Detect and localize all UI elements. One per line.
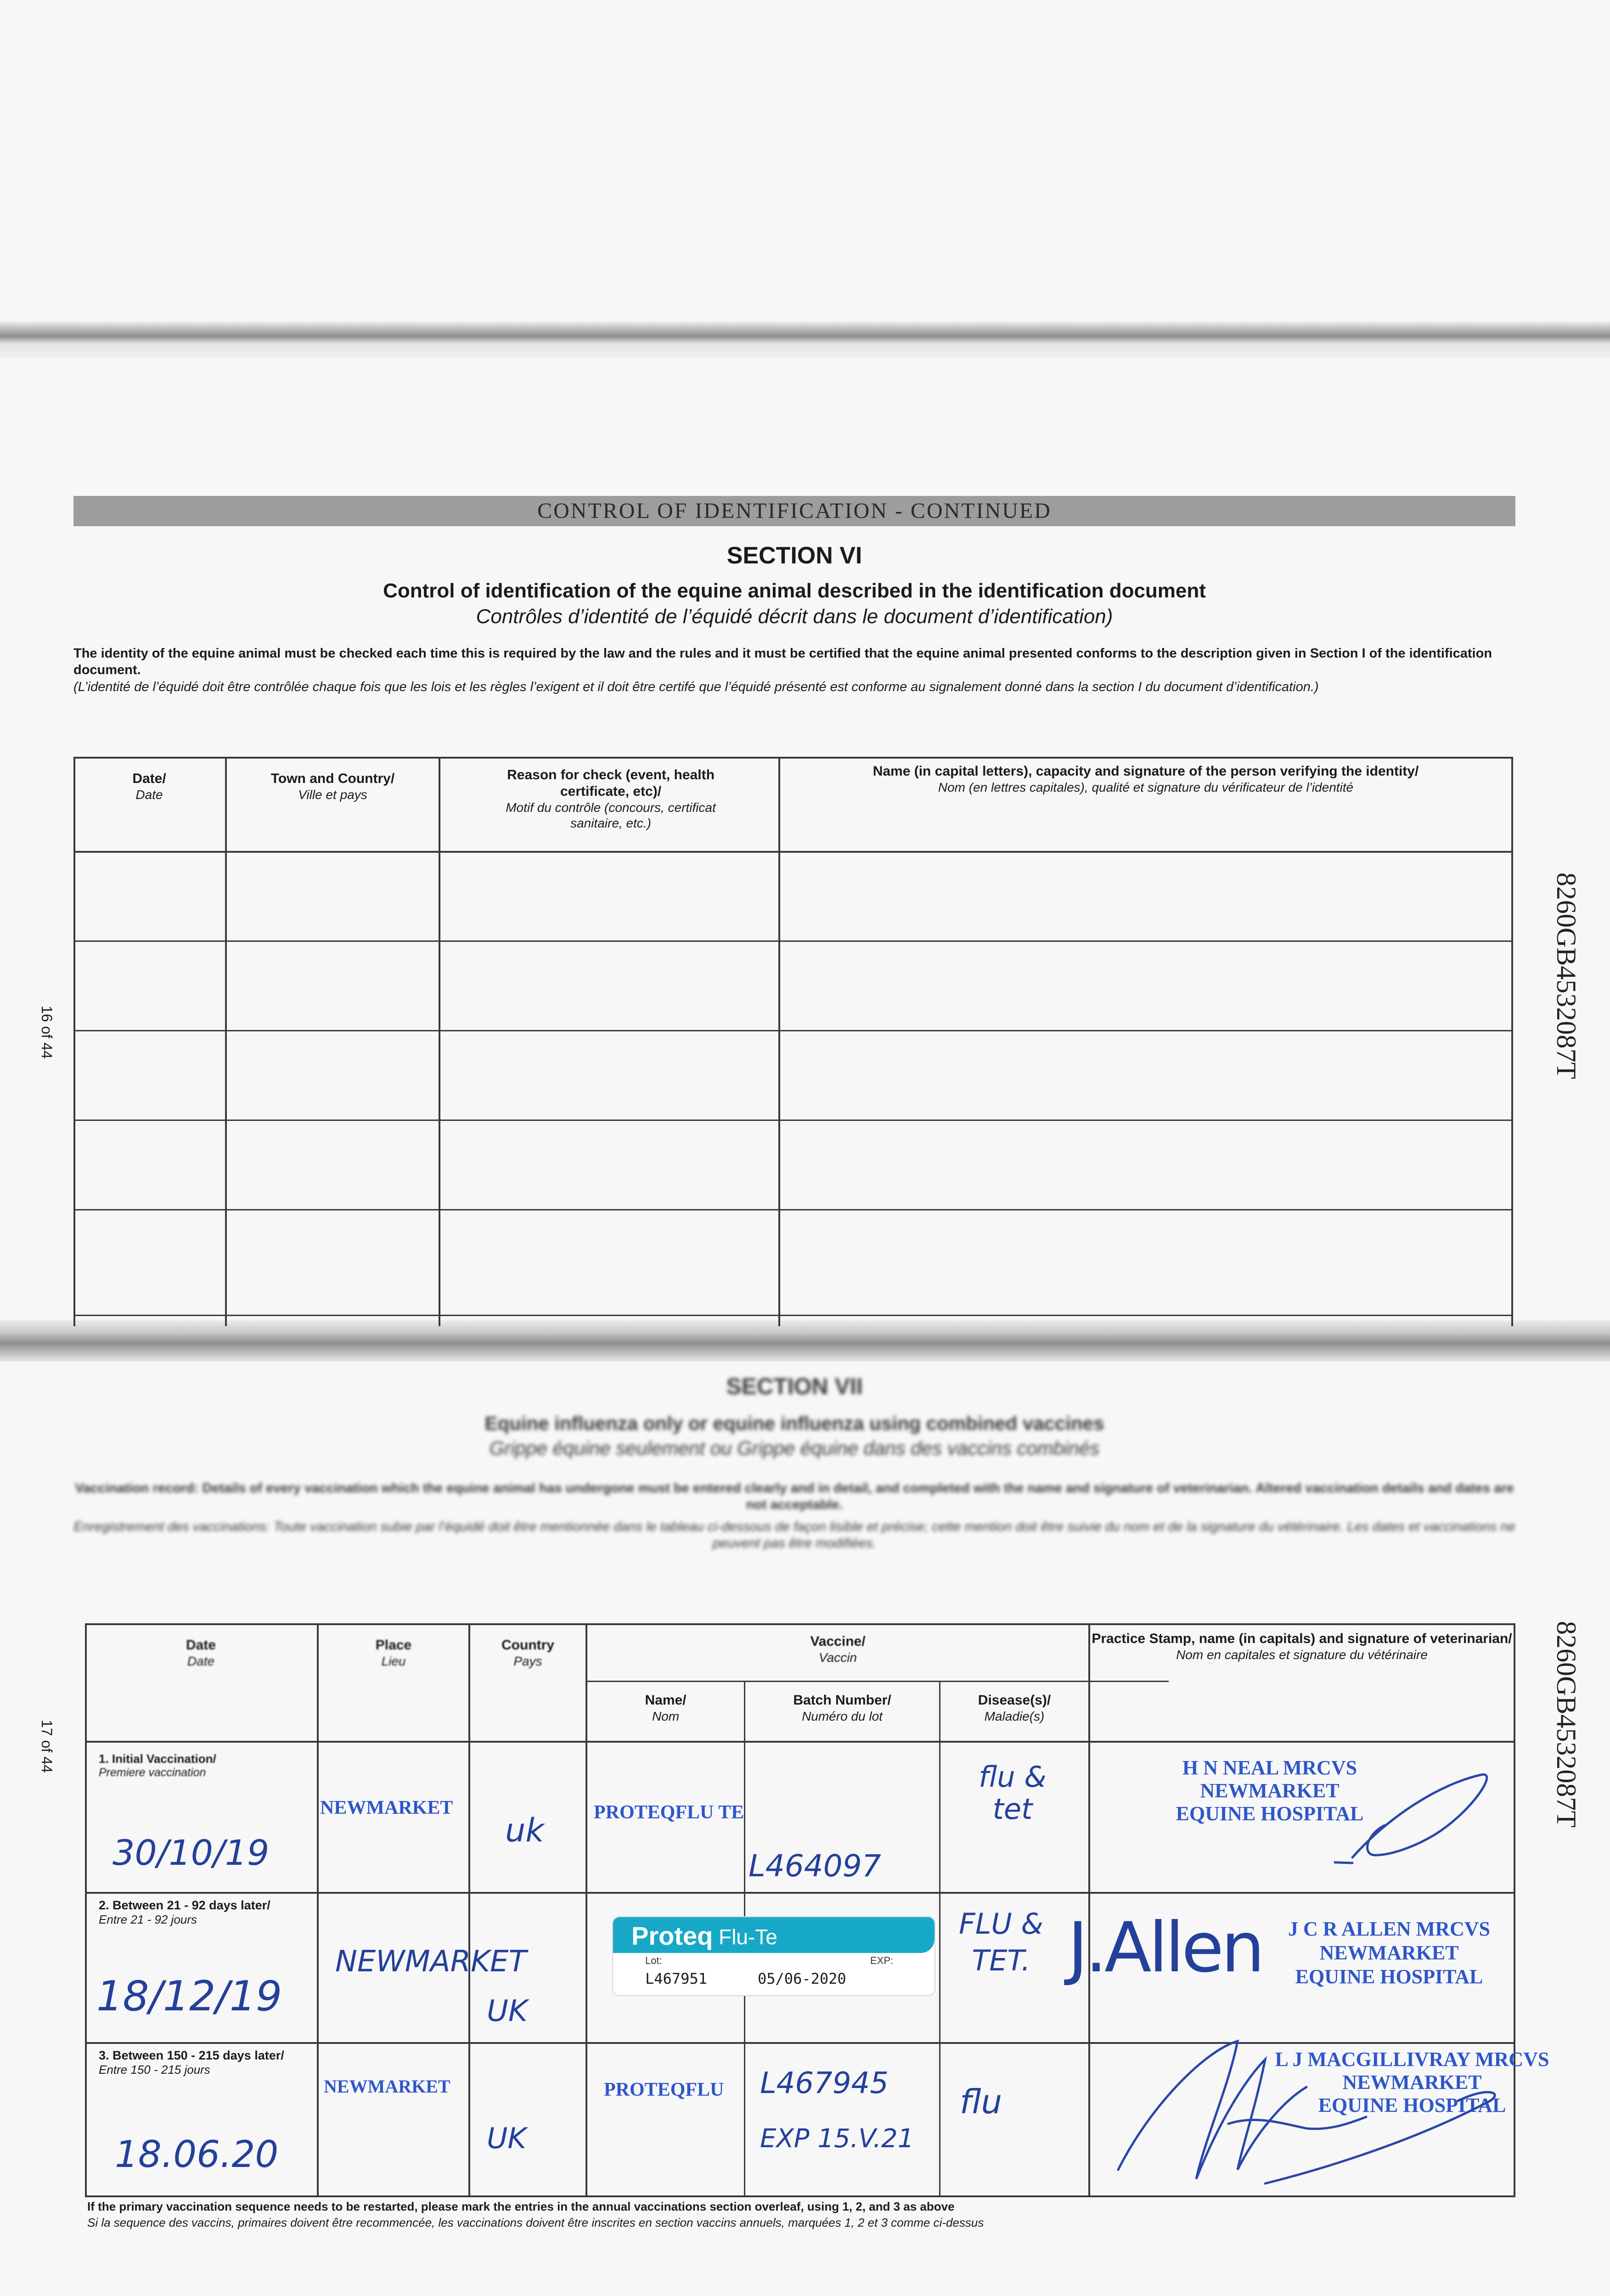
sticker-lot-label: Lot: — [645, 1955, 662, 1966]
sticker-product: Flu-Te — [719, 1925, 777, 1949]
row3-vaccine-name: PROTEQFLU — [604, 2079, 724, 2100]
row3-signature — [1091, 2032, 1513, 2197]
vaccination-table — [85, 1623, 1549, 2197]
row2-practice-stamp: J C R ALLEN MRCVS NEWMARKET EQUINE HOSPITAL — [1288, 1918, 1491, 1988]
row1-place: NEWMARKET — [320, 1797, 453, 1818]
header-disease: Disease(s)/ Maladie(s) — [978, 1693, 1051, 1723]
section-vii-intro-en: Vaccination record: Details of every vaccination which the equine animal has undergone must be entered clearly and in detail, and completed with the name and signature of veterinarian. Altered vaccination details and dates are not acceptable. — [75, 1481, 1514, 1512]
row3-batch-exp: EXP 15.V.21 — [760, 2124, 914, 2154]
vaccine-batch-sticker — [613, 1917, 934, 1995]
row2-place: NEWMARKET — [335, 1945, 527, 1979]
sticker-exp: 05/06-2020 — [758, 1970, 846, 1987]
footnote-fr: Si la sequence des vaccins, primaires doivent être recommencée, les vaccinations doivent être inscrites en section vaccins annuels, marquées 1, 2 et 3 comme ci-dessus — [87, 2216, 984, 2229]
page-title-en: Control of identification of the equine animal described in the identification document — [383, 580, 1206, 602]
row3-practice-stamp: L J MACGILLIVRAY MRCVS NEWMARKET EQUINE HOSPITAL — [1275, 2048, 1549, 2116]
row2-signature: J.Allen — [1068, 1908, 1262, 1988]
section-vii-header — [73, 1373, 1515, 1584]
page-fold-top — [0, 321, 1610, 358]
row1-signature — [1334, 1756, 1499, 1876]
page-number-16: 16 of 44 — [39, 1006, 55, 1059]
row1-date: 30/10/19 — [113, 1832, 270, 1873]
section-vii-title: SECTION VII — [726, 1373, 863, 1399]
row-label-initial: 1. Initial Vaccination/ Premiere vaccination — [99, 1752, 216, 1779]
row1-practice-stamp: H N NEAL MRCVS NEWMARKET EQUINE HOSPITAL — [1176, 1756, 1364, 1825]
page-number-17: 17 of 44 — [39, 1720, 55, 1773]
row-label-second: 2. Between 21 - 92 days later/ Entre 21 - 92 jours — [99, 1898, 270, 1926]
intro-fr: (L’identité de l’équidé doit être contrôlée chaque fois que les lois et les règles l’exigent et il doit être certifé que l’équidé présenté est conforme au signalement donné dans la section I du document d’identification.) — [73, 680, 1319, 694]
side-code-top: 8260GB4532087T — [1551, 872, 1582, 1079]
intro-en: The identity of the equine animal must be checked each time this is required by the law and the rules and it must be certified that the equine animal presented conforms to the description given in Section I of the identification document. — [73, 646, 1492, 677]
row3-country: UK — [487, 2122, 527, 2155]
row1-vaccine-name: PROTEQFLU TE — [594, 1802, 744, 1823]
footnote-en: If the primary vaccination sequence needs to be restarted, please mark the entries in the annual vaccinations section overleaf, using 1, 2, and 3 as above — [87, 2200, 955, 2213]
side-code-bottom: 8260GB4532087T — [1551, 1621, 1582, 1828]
header-vacc-country: Country Pays — [501, 1638, 554, 1668]
section-banner — [73, 496, 1515, 526]
header-date: Date/ Date — [132, 771, 166, 802]
row2-date: 18/12/19 — [96, 1972, 282, 2020]
row-label-third: 3. Between 150 - 215 days later/ Entre 150 - 215 jours — [99, 2048, 284, 2077]
section-vii-title-fr: Grippe équine seulement ou Grippe équine dans des vaccins combinés — [489, 1437, 1100, 1459]
sticker-lot: L467951 — [645, 1970, 707, 1987]
header-practice-stamp: Practice Stamp, name (in capitals) and signature of veterinarian/ Nom en capitales et signature du vétérinaire — [1092, 1631, 1512, 1662]
section-title: SECTION VI — [726, 542, 862, 569]
banner-text: CONTROL OF IDENTIFICATION - CONTINUED — [537, 499, 1052, 523]
identity-check-table — [73, 757, 1513, 1326]
row1-batch: L464097 — [749, 1848, 881, 1884]
sticker-brand: Proteq — [631, 1921, 713, 1950]
header-vacc-place: Place Lieu — [375, 1638, 412, 1668]
row2-disease: FLU & TET. — [959, 1907, 1043, 1977]
row2-country: UK — [487, 1994, 528, 2028]
page-title-fr: Contrôles d’identité de l’équidé décrit dans le document d’identification) — [476, 605, 1113, 628]
sticker-exp-label: EXP: — [870, 1955, 894, 1966]
header-reason: Reason for check (event, health certificate, etc)/ Motif du contrôle (concours, certificat sanitaire, etc.) — [506, 767, 716, 830]
section-vii-title-en: Equine influenza only or equine influenza using combined vaccines — [484, 1412, 1104, 1434]
row3-place: NEWMARKET — [324, 2076, 450, 2097]
header-vaccine: Vaccine/ Vaccin — [810, 1634, 866, 1665]
row3-batch: L467945 — [760, 2066, 889, 2100]
header-verifier: Name (in capital letters), capacity and signature of the person verifying the identity/ Nom (en lettres capitales), qualité et signature du vérificateur de l’identité — [873, 764, 1419, 794]
header-town-country: Town and Country/ Ville et pays — [270, 771, 395, 802]
header-batch-number: Batch Number/ Numéro du lot — [793, 1693, 891, 1723]
row1-disease: flu & tet — [979, 1760, 1047, 1826]
header-vacc-date: Date Date — [186, 1638, 216, 1668]
section-vii-intro-fr: Enregistrement des vaccinations: Toute vaccination subie par l’équidé doit être mentionnée dans le tableau ci-dessous de façon lisible et précise; cette mention doit être suivie du nom et de la signature du vétérinaire. Les dates et vaccinations ne peuvent pas être modifiées. — [73, 1519, 1515, 1551]
row3-disease: flu — [960, 2082, 1002, 2121]
row3-date: 18.06.20 — [115, 2133, 279, 2176]
header-vaccine-name: Name/ Nom — [645, 1693, 687, 1723]
page-fold-middle — [0, 1320, 1610, 1362]
row1-country: uk — [505, 1812, 544, 1849]
